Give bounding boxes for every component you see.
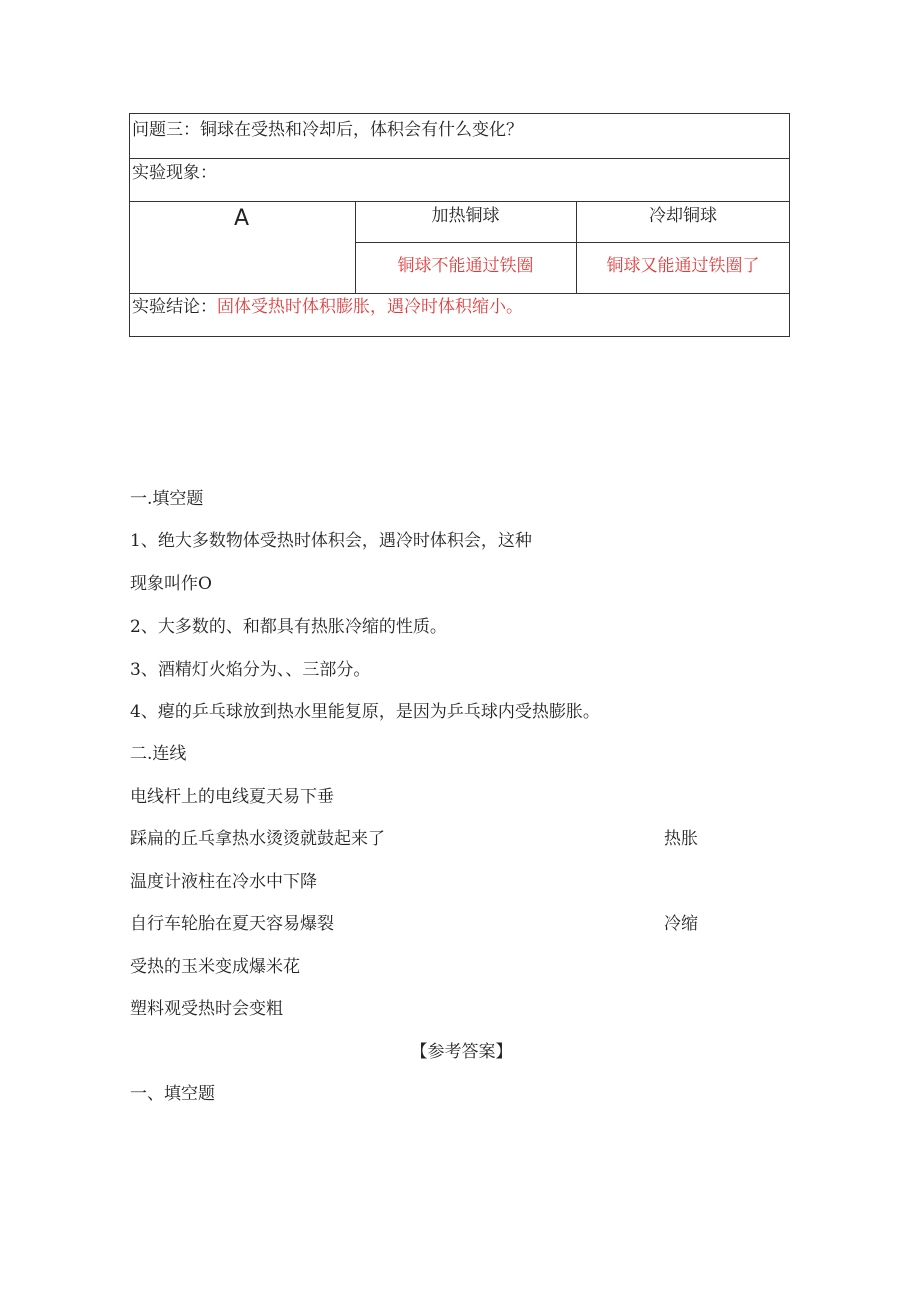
conclusion bbox=[132, 296, 523, 318]
divider bbox=[130, 293, 789, 294]
match-label-expand: 热胀 bbox=[664, 829, 698, 849]
phenomenon-row bbox=[130, 159, 789, 202]
question-1-line-2: 现象叫作O bbox=[130, 574, 212, 594]
section-heading-fill: 一.填空题 bbox=[130, 489, 204, 509]
section-heading-match: 二.连线 bbox=[130, 744, 187, 764]
question-4: 4、瘪的乒乓球放到热水里能复原，是因为乒乓球内受热膨胀。 bbox=[130, 702, 600, 722]
question-row bbox=[130, 114, 789, 159]
image-placeholder-a: A bbox=[234, 206, 250, 231]
question-1-line-1: 1、绝大多数物体受热时体积会，遇冷时体积会，这种 bbox=[130, 531, 532, 551]
conclusion-text: 固体受热时体积膨胀，遇冷时体积缩小。 bbox=[217, 297, 523, 317]
heating-result: 铜球不能通过铁圈 bbox=[397, 256, 534, 276]
experiment-table bbox=[129, 113, 790, 337]
match-item: 受热的玉米变成爆米花 bbox=[130, 957, 300, 977]
match-item: 踩扁的丘乓拿热水烫烫就鼓起来了 bbox=[130, 829, 385, 849]
match-item: 塑料观受热时会变粗 bbox=[130, 999, 283, 1019]
divider bbox=[355, 242, 789, 243]
cooling-header: 冷却铜球 bbox=[649, 206, 717, 226]
match-item: 自行车轮胎在夏天容易爆裂 bbox=[130, 914, 334, 934]
answers-heading: 一、填空题 bbox=[130, 1084, 215, 1104]
answers-title: 【参考答案】 bbox=[410, 1042, 513, 1062]
question-2: 2、大多数的、和都具有热胀冷缩的性质。 bbox=[130, 617, 447, 637]
match-item: 温度计液柱在冷水中下降 bbox=[130, 872, 317, 892]
match-label-contract: 冷缩 bbox=[664, 914, 698, 934]
heating-header: 加热铜球 bbox=[431, 206, 500, 226]
conclusion-label: 实验结论： bbox=[132, 297, 217, 317]
question-3: 3、酒精灯火焰分为、、三部分。 bbox=[130, 660, 371, 680]
question-text: 问题三：铜球在受热和冷却后，体积会有什么变化？ bbox=[132, 120, 523, 140]
phenomenon-label: 实验现象： bbox=[132, 163, 217, 183]
match-item: 电线杆上的电线夏天易下垂 bbox=[130, 787, 334, 807]
cooling-result: 铜球又能通过铁圈了 bbox=[606, 256, 760, 276]
